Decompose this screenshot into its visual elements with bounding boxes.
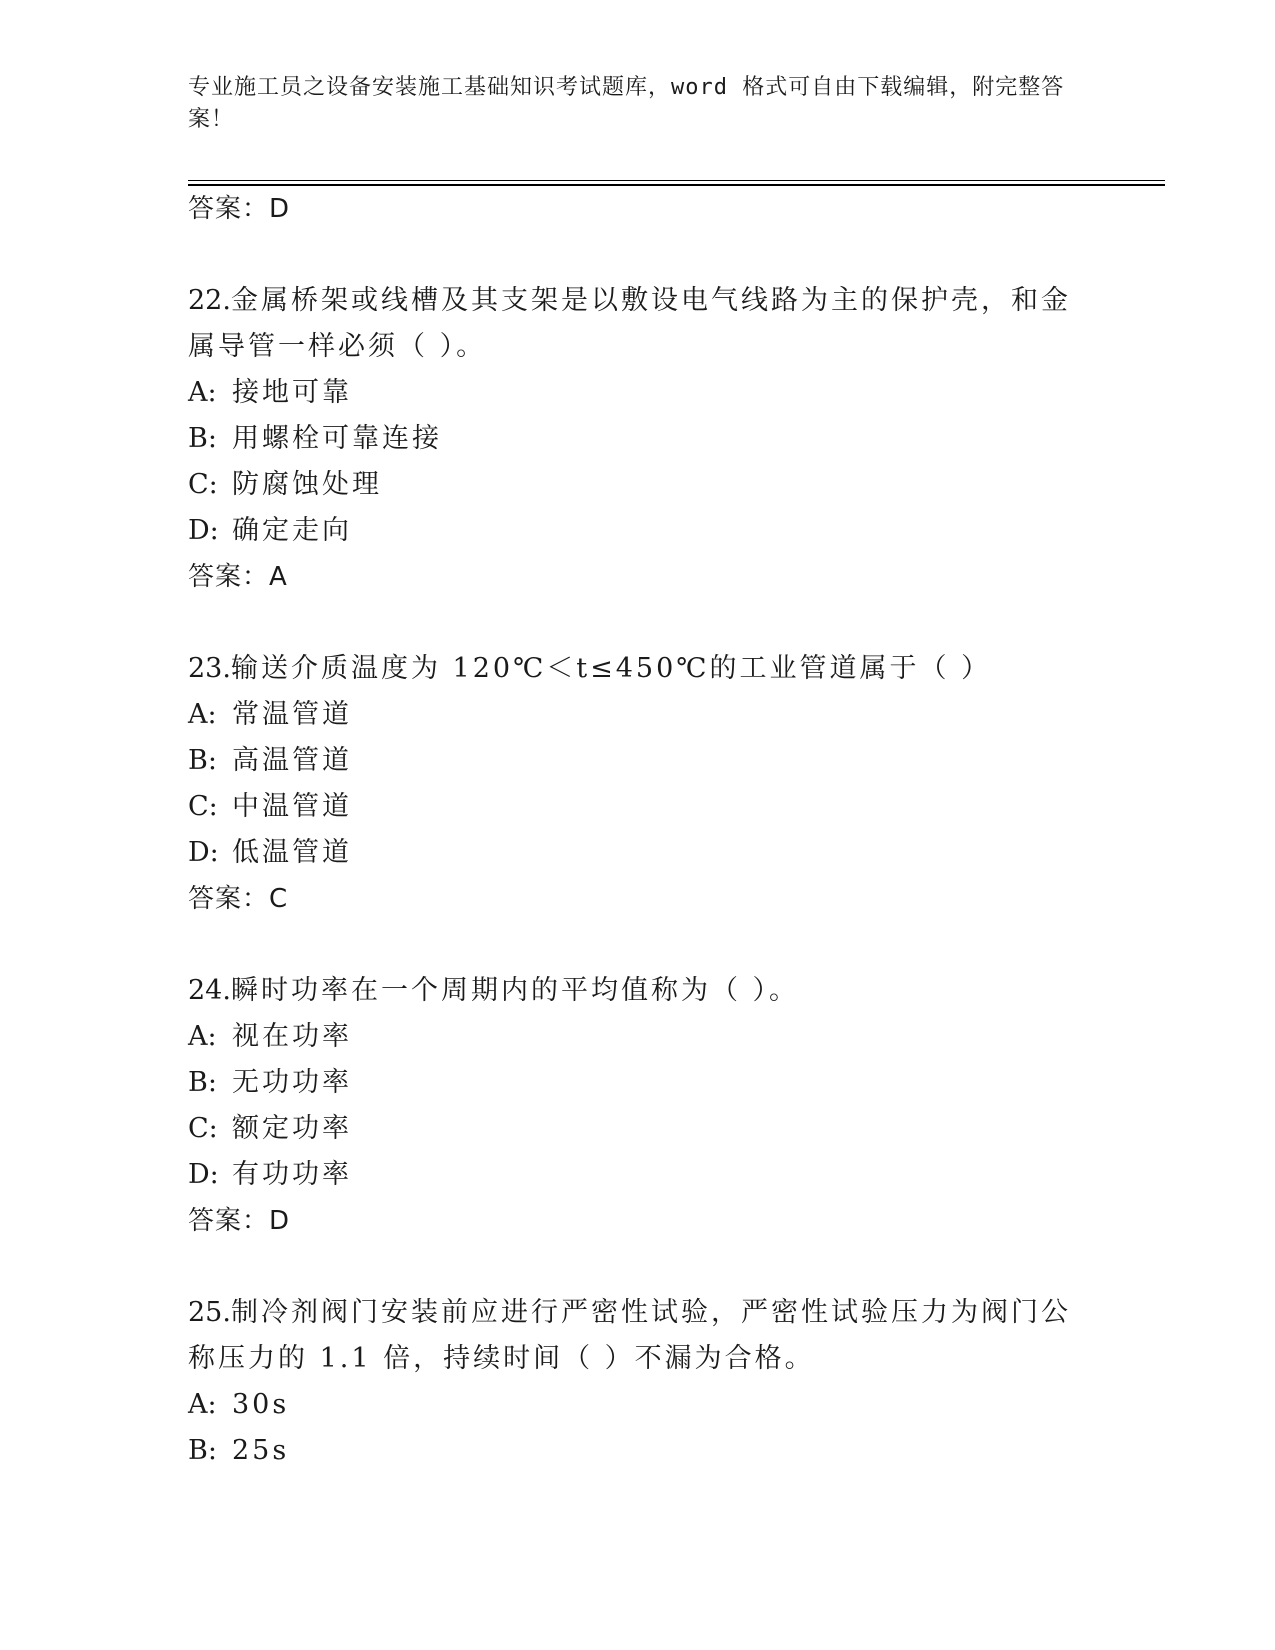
question-number: 25. (188, 1297, 231, 1328)
answer-line: 答案：D (188, 1206, 291, 1236)
option-item (188, 692, 1148, 738)
option-item (188, 1428, 1148, 1474)
option-key: A: (188, 377, 217, 408)
question-stem: 金属桥架或线槽及其支架是以敷设电气线路为主的保护壳，和金属导管一样必须（ ）。 (188, 285, 1071, 362)
question-number: 23. (188, 653, 231, 684)
option-text: 确定走向 (232, 515, 352, 546)
question-stem: 输送介质温度为 120℃＜t≤450℃的工业管道属于（ ） (230, 653, 992, 684)
option-key: A: (188, 1021, 217, 1052)
option-key: C: (188, 791, 218, 822)
document-header: 专业施工员之设备安装施工基础知识考试题库，word 格式可自由下载编辑，附完整答案！ (188, 75, 1065, 132)
option-key: C: (188, 469, 218, 500)
option-item (188, 462, 1148, 508)
answer-line: 答案：C (188, 884, 289, 914)
option-text: 用螺栓可靠连接 (232, 423, 442, 454)
option-key: D: (188, 515, 219, 546)
option-item (188, 1060, 1148, 1106)
option-item (188, 738, 1148, 784)
option-text: 30s (232, 1389, 290, 1420)
option-item (188, 508, 1148, 554)
question-text (188, 646, 1088, 692)
option-item (188, 416, 1148, 462)
option-key: A: (188, 699, 217, 730)
option-item (188, 1152, 1148, 1198)
question-stem: 制冷剂阀门安装前应进行严密性试验，严密性试验压力为阀门公称压力的 1.1 倍，持续时间（ ）不漏为合格。 (188, 1297, 1071, 1374)
header-rule-thin (188, 180, 1165, 181)
question-text (188, 278, 1088, 370)
question-spacer (188, 922, 1148, 968)
answer-line: 答案：D (188, 194, 291, 224)
option-text: 低温管道 (232, 837, 352, 868)
option-text: 防腐蚀处理 (232, 469, 382, 500)
option-text: 常温管道 (232, 699, 352, 730)
question-spacer (188, 1244, 1148, 1290)
option-key: C: (188, 1113, 218, 1144)
option-key: A: (188, 1389, 217, 1420)
option-item (188, 1106, 1148, 1152)
option-text: 中温管道 (232, 791, 352, 822)
option-key: B: (188, 423, 217, 454)
option-key: D: (188, 837, 219, 868)
option-key: B: (188, 1435, 217, 1466)
option-key: B: (188, 1067, 217, 1098)
option-text: 高温管道 (232, 745, 352, 776)
option-text: 有功功率 (232, 1159, 352, 1190)
option-key: D: (188, 1159, 219, 1190)
option-text: 额定功率 (232, 1113, 352, 1144)
option-item (188, 1382, 1148, 1428)
option-key: B: (188, 745, 217, 776)
option-item (188, 830, 1148, 876)
question-number: 24. (188, 975, 231, 1006)
option-text: 无功功率 (232, 1067, 352, 1098)
option-item (188, 784, 1148, 830)
option-item (188, 1014, 1148, 1060)
answer-line: 答案：A (188, 562, 288, 592)
question-text (188, 1290, 1088, 1382)
option-text: 接地可靠 (232, 377, 352, 408)
option-text: 视在功率 (232, 1021, 352, 1052)
question-text (188, 968, 1088, 1014)
question-stem: 瞬时功率在一个周期内的平均值称为（ ）。 (230, 975, 800, 1006)
question-spacer (188, 600, 1148, 646)
option-item (188, 370, 1148, 416)
question-number: 22. (188, 285, 231, 316)
question-spacer (188, 232, 1148, 278)
question-list (188, 186, 1148, 1474)
option-text: 25s (232, 1435, 290, 1466)
